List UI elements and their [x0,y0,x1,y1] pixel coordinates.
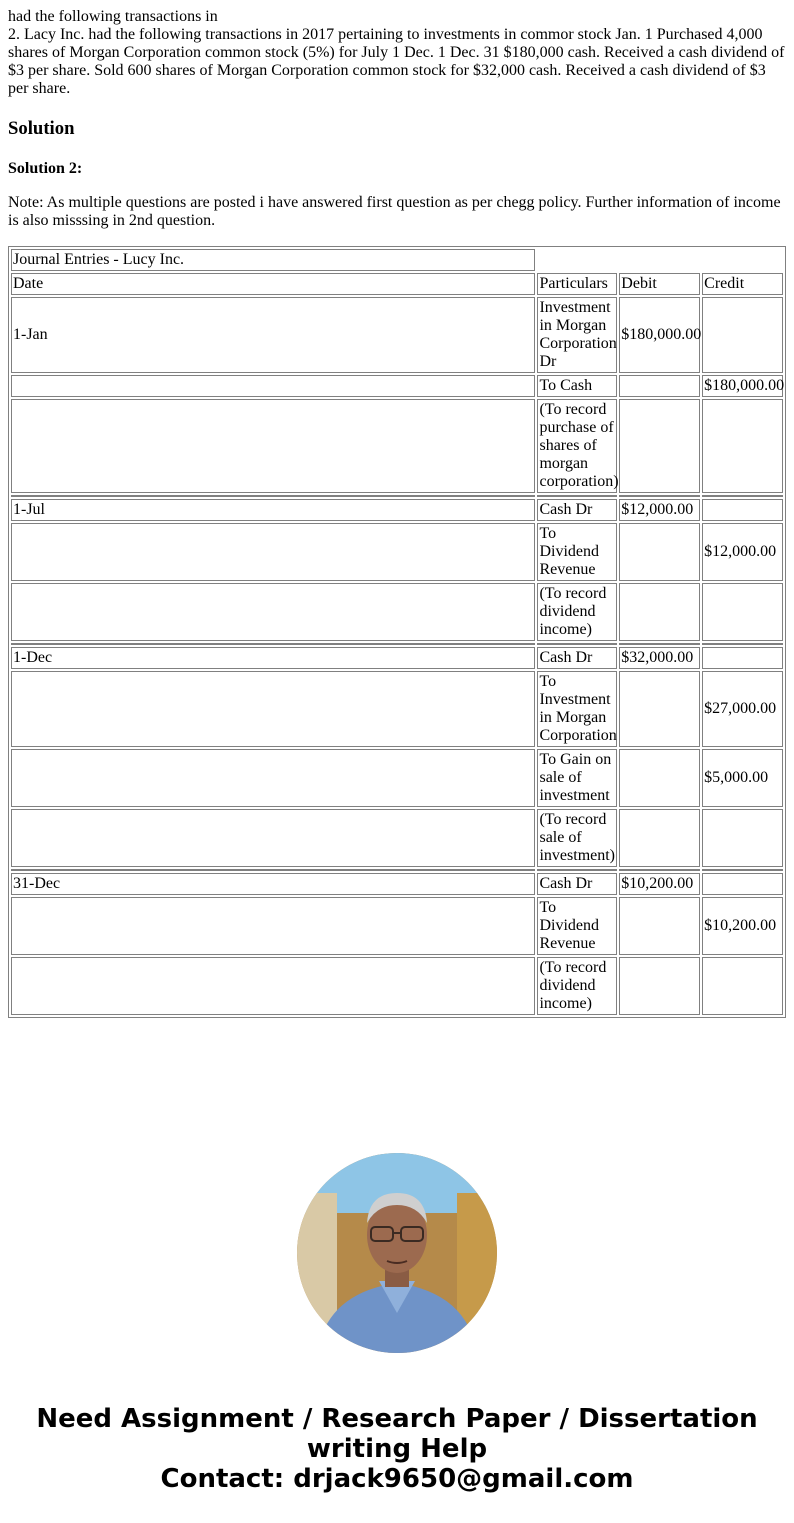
cell-credit [702,647,783,669]
cell-credit [702,873,783,895]
cell-date: 31-Dec [11,873,535,895]
cell-credit [702,297,783,373]
journal-row [11,583,783,641]
journal-row [11,897,783,955]
cell-particulars: Cash Dr [537,499,617,521]
author-photo [297,1153,497,1353]
cell-debit: $32,000.00 [619,647,700,669]
cell-particulars: (To record purchase of shares of morgan corporation) [537,399,617,493]
journal-row [11,375,783,397]
cell-date [11,897,535,955]
note-text: Note: As multiple questions are posted i have answered first question as per chegg policy. Further information of income is also misssing in 2nd question. [8,194,781,229]
cell-credit [702,499,783,521]
cell-credit: $27,000.00 [702,671,783,747]
promo-line-1: Need Assignment / Research Paper / Dissertation writing Help [36,1404,758,1464]
cell-particulars: Cash Dr [537,647,617,669]
cell-credit [702,957,783,1015]
cell-credit: $12,000.00 [702,523,783,581]
cell-date [11,523,535,581]
cell-date [11,399,535,493]
cell-debit: $180,000.00 [619,297,700,373]
journal-row [11,297,783,373]
cell-debit: $12,000.00 [619,499,700,521]
cell-particulars: To Gain on sale of investment [537,749,617,807]
question-line-1: had the following transactions in [8,8,218,25]
header-credit: Credit [702,273,783,295]
journal-table [8,246,786,1018]
cell-date [11,957,535,1015]
cell-particulars: Investment in Morgan Corporation Dr [537,297,617,373]
cell-particulars: To Cash [537,375,617,397]
cell-particulars: To Investment in Morgan Corporation [537,671,617,747]
cell-debit [619,749,700,807]
cell-debit: $10,200.00 [619,873,700,895]
cell-particulars: To Dividend Revenue [537,523,617,581]
question-line-2: 2. Lacy Inc. had the following transactions in 2017 pertaining to investments in commor stock Jan. 1 Purchased 4,000 shares of Morgan Corporation common stock (5%) for July 1 Dec. 1 Dec. 31 $180,000 cash. Received a cash dividend of $3 per share. Sold 600 shares of Morgan Corporation common stock for $32,000 cash. Received a cash dividend of $3 per share. [8,26,785,97]
cell-date [11,671,535,747]
solution-subheading: Solution 2: [8,160,83,177]
cell-debit [619,809,700,867]
entry-separator [11,869,783,871]
cell-particulars: (To record dividend income) [537,583,617,641]
solution-heading: Solution [8,118,75,139]
cell-credit: $10,200.00 [702,897,783,955]
entry-separator [11,643,783,645]
cell-particulars: To Dividend Revenue [537,897,617,955]
journal-row [11,749,783,807]
journal-row [11,809,783,867]
header-date: Date [11,273,535,295]
cell-particulars: (To record dividend income) [537,957,617,1015]
journal-row [11,647,783,669]
journal-row [11,873,783,895]
question-text [8,8,786,98]
cell-credit: $5,000.00 [702,749,783,807]
journal-row [11,957,783,1015]
cell-date [11,375,535,397]
cell-date: 1-Jan [11,297,535,373]
cell-debit [619,671,700,747]
cell-date [11,749,535,807]
cell-date [11,809,535,867]
journal-row [11,671,783,747]
cell-debit [619,583,700,641]
header-particulars: Particulars [537,273,617,295]
journal-header-row [11,273,783,295]
promo-line-2: Contact: drjack9650@gmail.com [160,1464,634,1494]
cell-debit [619,399,700,493]
page-content [8,8,786,1018]
journal-title: Journal Entries - Lucy Inc. [11,249,535,271]
journal-title-row [11,249,783,271]
cell-credit [702,583,783,641]
journal-body [11,249,783,1015]
cell-debit [619,523,700,581]
cell-date: 1-Jul [11,499,535,521]
cell-credit: $180,000.00 [702,375,783,397]
promo-banner [0,1404,794,1494]
journal-row [11,499,783,521]
cell-credit [702,399,783,493]
cell-particulars: Cash Dr [537,873,617,895]
entry-separator [11,495,783,497]
cell-debit [619,897,700,955]
cell-particulars: (To record sale of investment) [537,809,617,867]
header-debit: Debit [619,273,700,295]
journal-row [11,523,783,581]
cell-credit [702,809,783,867]
cell-debit [619,957,700,1015]
person-portrait-image [297,1153,497,1353]
cell-date: 1-Dec [11,647,535,669]
cell-date [11,583,535,641]
cell-debit [619,375,700,397]
journal-row [11,399,783,493]
